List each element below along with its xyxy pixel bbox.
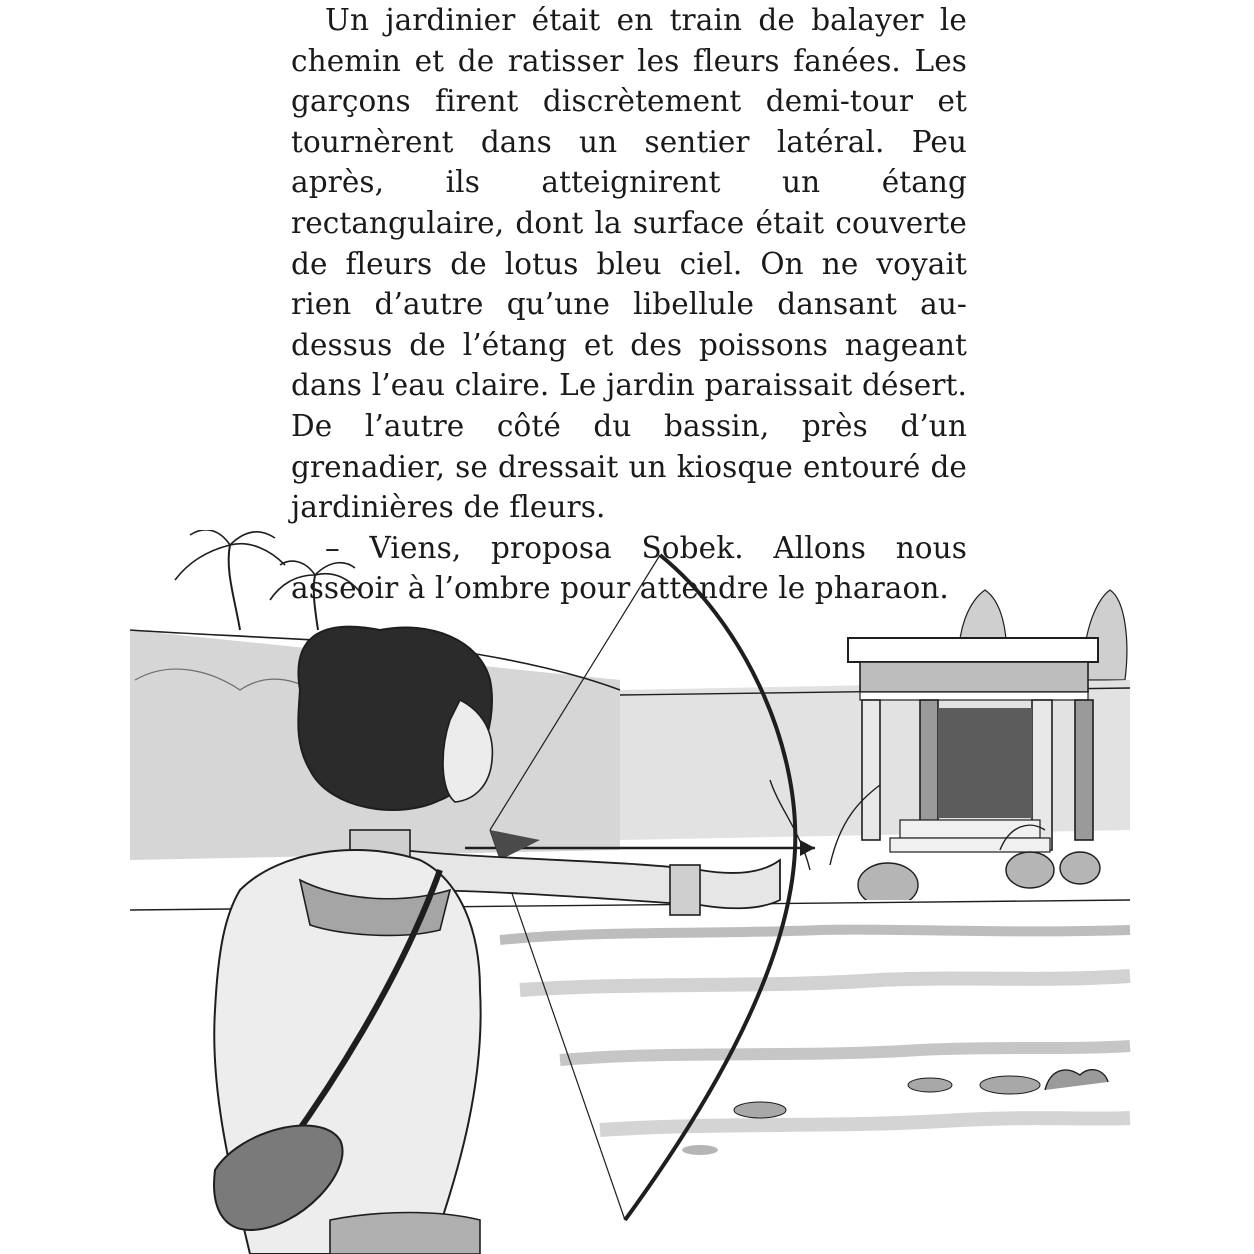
page-text	[291, 0, 967, 609]
archer-illustration	[0, 530, 1254, 1254]
paragraph-1: Un jardinier était en train de balayer le chemin et de ratisser les fleurs fanées. Les garçons firent discrètement demi-tour et tournèrent dans un sentier latéral. Peu après, ils atteignirent un étang rectangulaire, dont la surface était couverte de fleurs de lotus bleu ciel. On ne voyait rien d’autre qu’une libellule dansant au-dessus de l’étang et des poissons nageant dans l’eau claire. Le jardin paraissait désert. De l’autre côté du bassin, près d’un grenadier, se dressait un kiosque entouré de jardinières de fleurs.	[291, 3, 967, 525]
paragraph-2: – Viens, proposa Sobek. Allons nous asseoir à l’ombre pour attendre le pharaon.	[291, 530, 967, 606]
